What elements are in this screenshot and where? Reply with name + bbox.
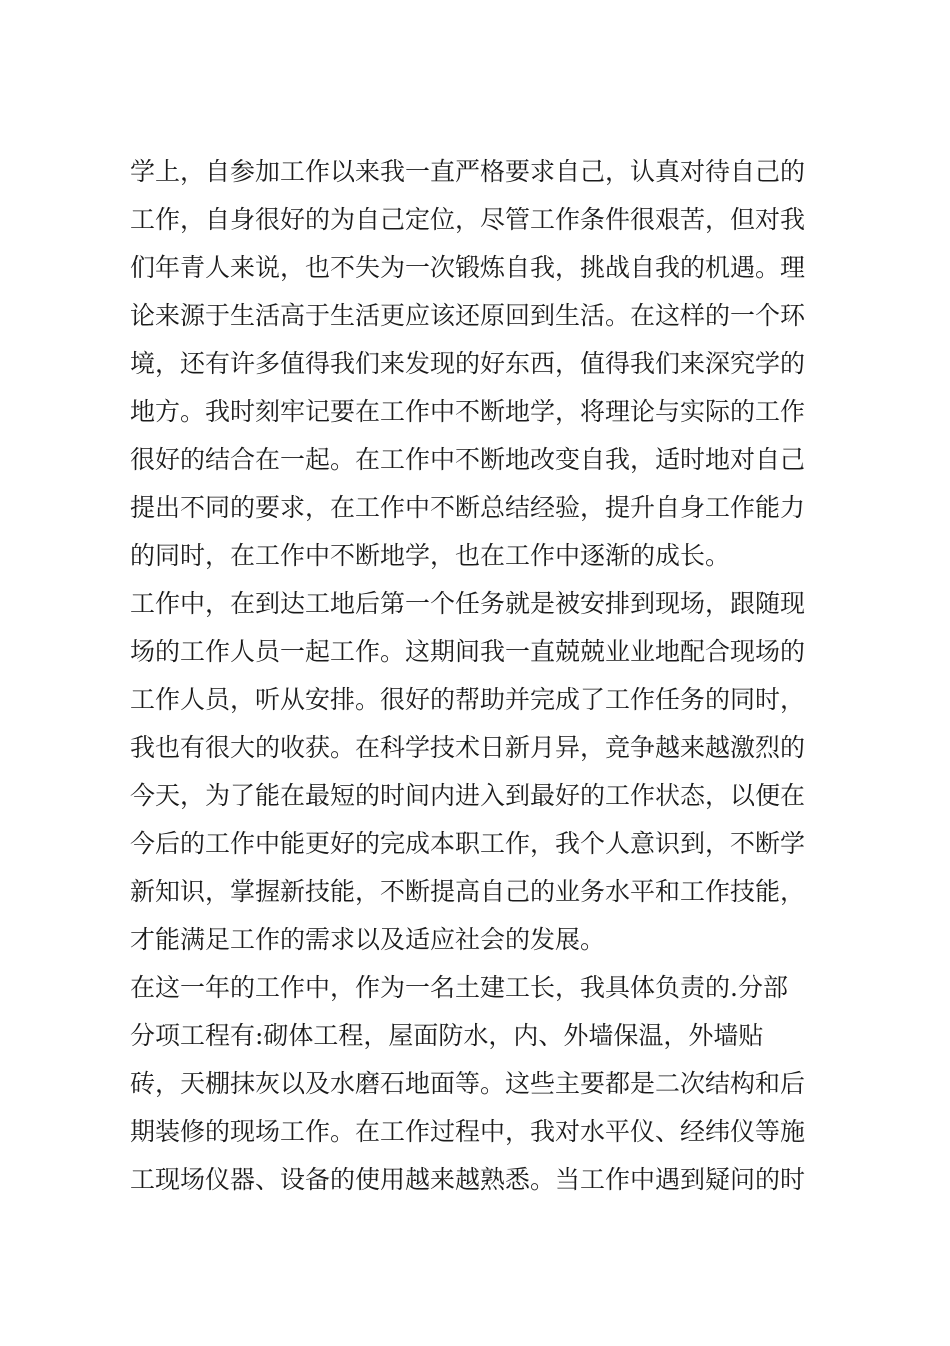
text-line: 很好的结合在一起。在工作中不断地改变自我，适时地对自己 xyxy=(130,445,806,474)
text-line: 工作人员，听从安排。很好的帮助并完成了工作任务的同时， xyxy=(130,685,806,714)
text-line: 在这一年的工作中，作为一名土建工长，我具体负责的.分部 xyxy=(130,973,788,1002)
text-line: 今后的工作中能更好的完成本职工作，我个人意识到，不断学 xyxy=(130,829,806,858)
text-line: 工作中，在到达工地后第一个任务就是被安排到现场，跟随现 xyxy=(130,589,806,618)
text-line: 期装修的现场工作。在工作过程中，我对水平仪、经纬仪等施 xyxy=(130,1117,806,1146)
text-line: 新知识，掌握新技能，不断提高自己的业务水平和工作技能， xyxy=(130,877,806,906)
body-text xyxy=(130,148,830,1204)
text-line: 境，还有许多值得我们来发现的好东西，值得我们来深究学的 xyxy=(130,349,806,378)
text-line: 今天，为了能在最短的时间内进入到最好的工作状态，以便在 xyxy=(130,781,806,810)
text-line: 工作，自身很好的为自己定位，尽管工作条件很艰苦，但对我 xyxy=(130,205,806,234)
text-line: 场的工作人员一起工作。这期间我一直兢兢业业地配合现场的 xyxy=(130,637,806,666)
text-line: 才能满足工作的需求以及适应社会的发展。 xyxy=(130,925,606,954)
text-line: 学上，自参加工作以来我一直严格要求自己，认真对待自己的 xyxy=(130,157,806,186)
text-line: 们年青人来说，也不失为一次锻炼自我，挑战自我的机遇。理 xyxy=(130,253,806,282)
text-line: 提出不同的要求，在工作中不断总结经验，提升自身工作能力 xyxy=(130,493,806,522)
text-line: 我也有很大的收获。在科学技术日新月异，竞争越来越激烈的 xyxy=(130,733,806,762)
text-line: 论来源于生活高于生活更应该还原回到生活。在这样的一个环 xyxy=(130,301,806,330)
text-line: 的同时，在工作中不断地学，也在工作中逐渐的成长。 xyxy=(130,541,731,570)
text-line: 砖，天棚抹灰以及水磨石地面等。这些主要都是二次结构和后 xyxy=(130,1069,806,1098)
text-line: 工现场仪器、设备的使用越来越熟悉。当工作中遇到疑问的时 xyxy=(130,1165,806,1194)
text-line: 分项工程有:砌体工程，屋面防水，内、外墙保温，外墙贴 xyxy=(130,1021,764,1050)
text-line: 地方。我时刻牢记要在工作中不断地学，将理论与实际的工作 xyxy=(130,397,806,426)
